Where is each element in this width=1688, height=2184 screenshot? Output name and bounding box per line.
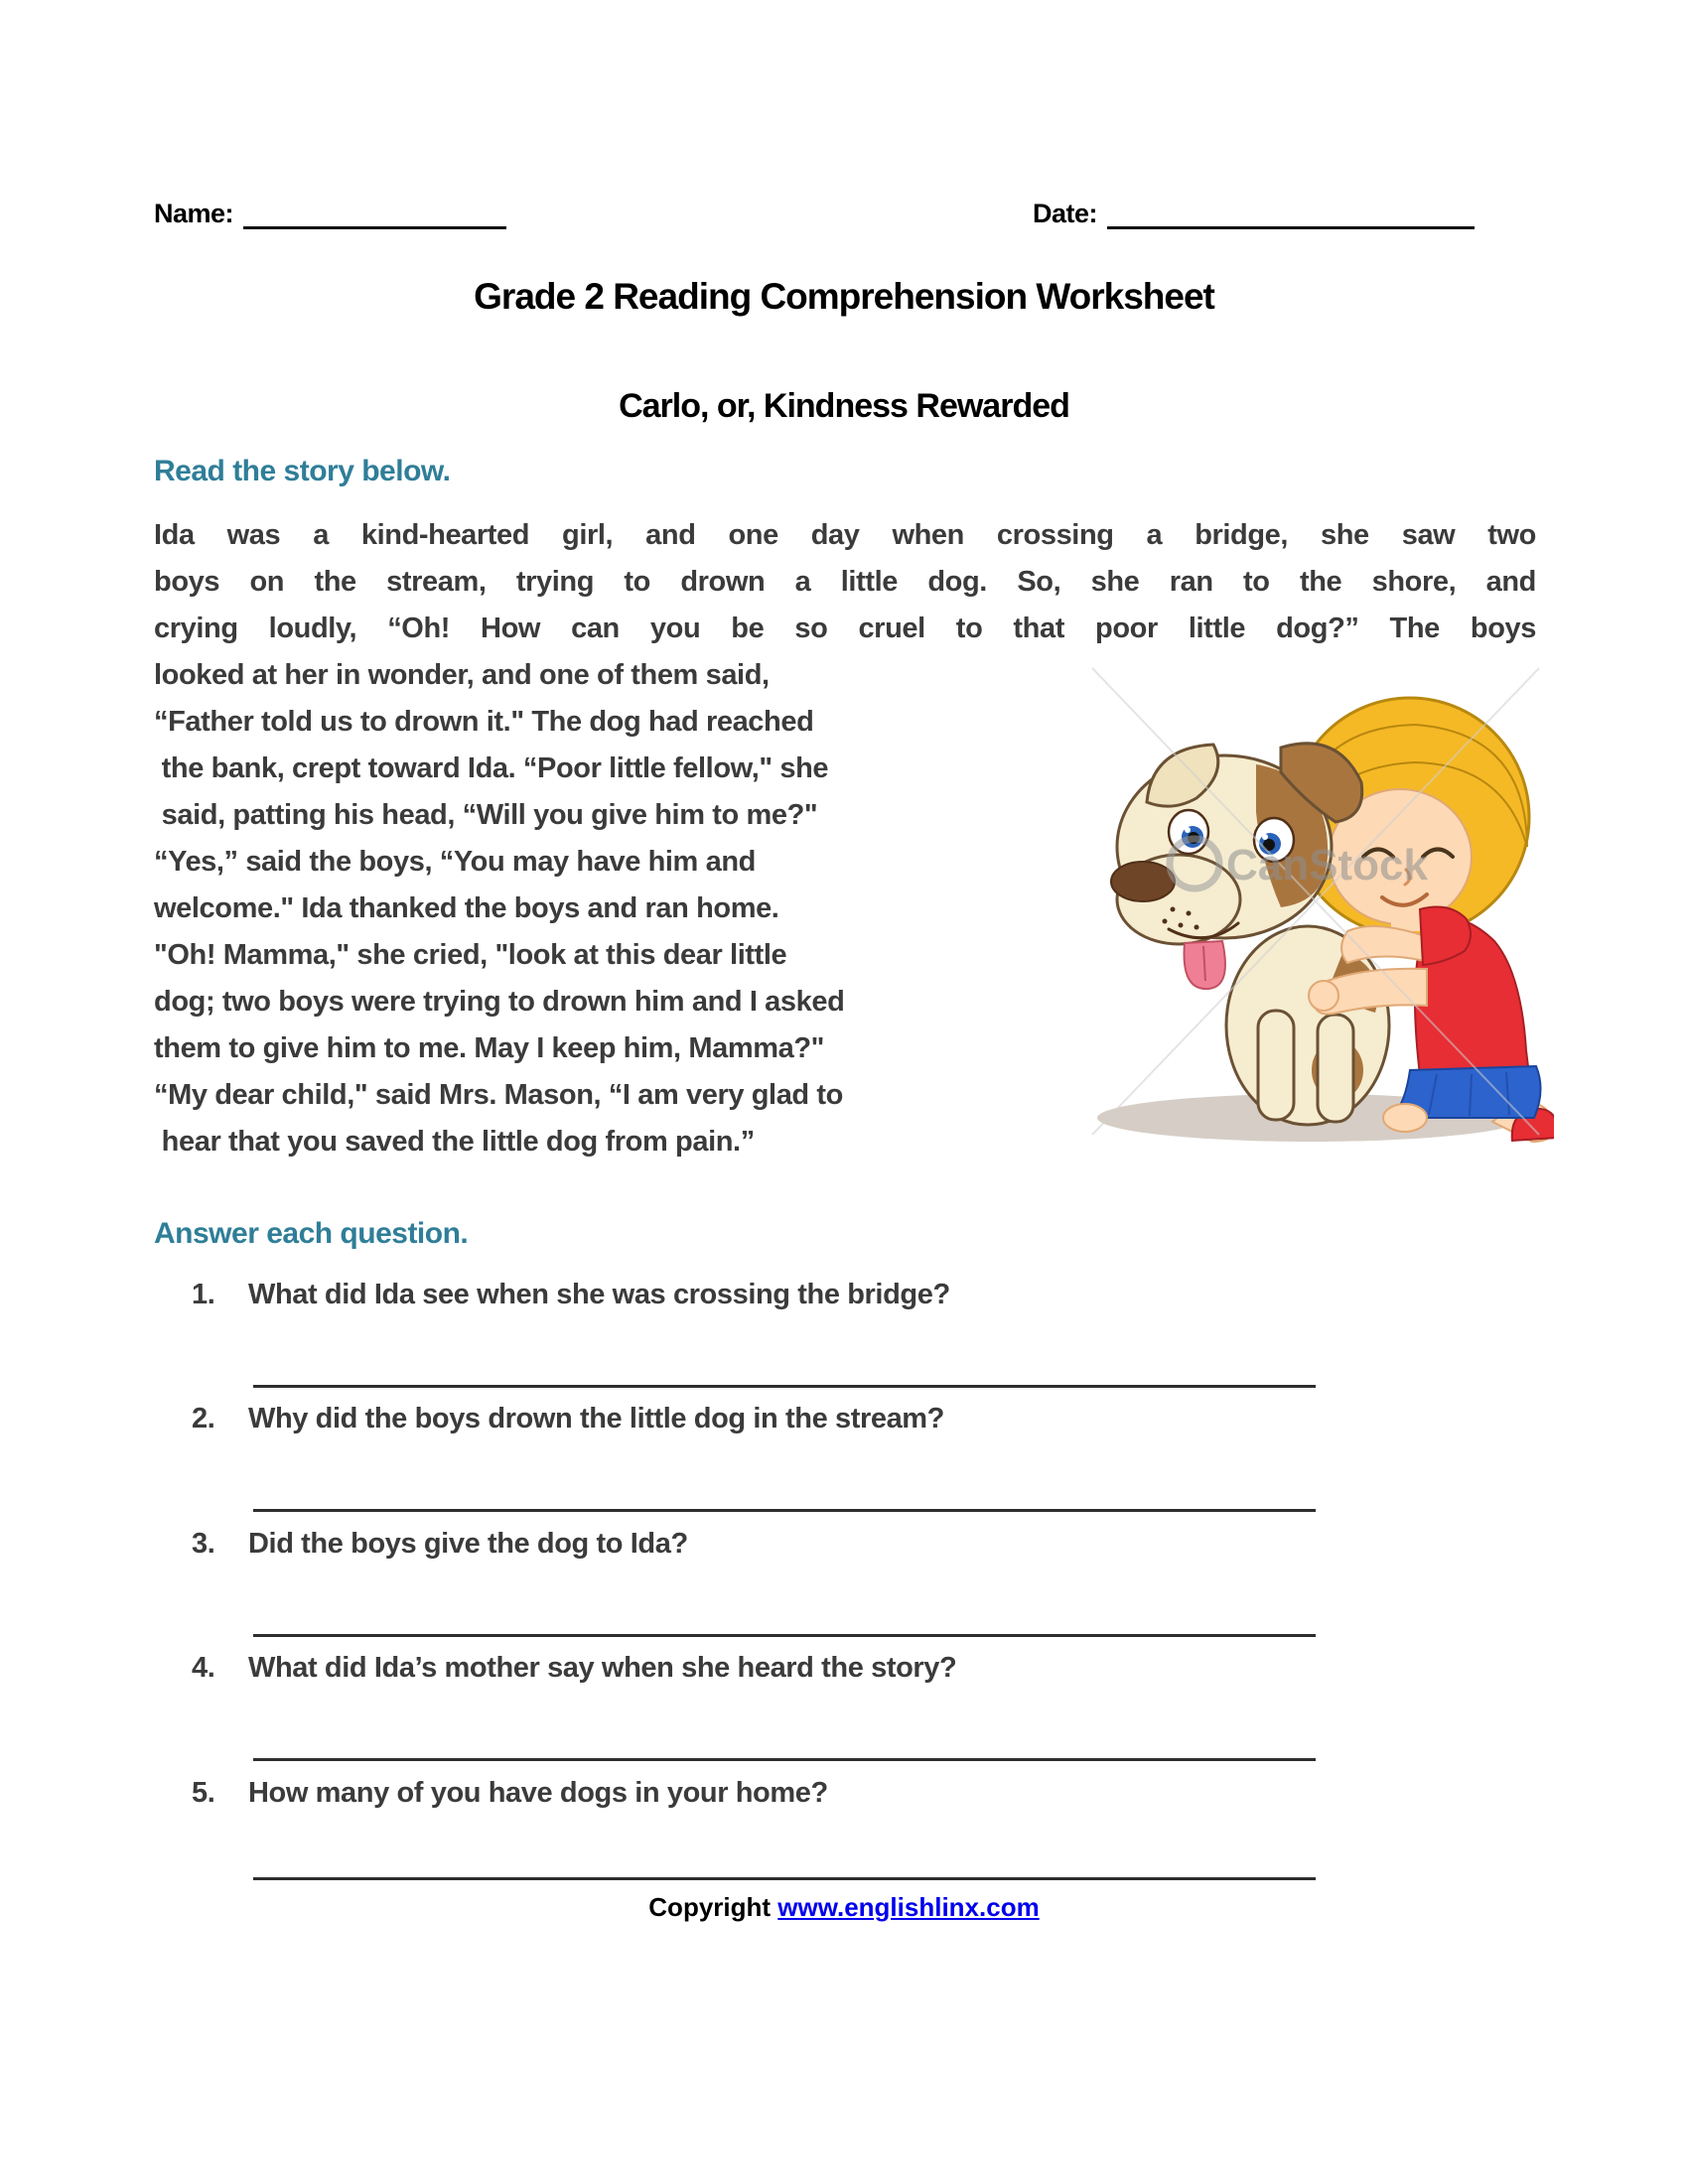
question-number: 4. — [192, 1652, 215, 1684]
question-number: 5. — [192, 1777, 215, 1809]
date-blank-line — [1107, 200, 1475, 229]
story-line: boys on the stream, trying to drown a little dog. So, she ran to the shore, and — [154, 566, 1536, 598]
girl-hugging-dog-illustration — [1077, 653, 1554, 1150]
answer-line — [253, 1634, 1316, 1637]
question-text: What did Ida see when she was crossing the bridge? — [248, 1279, 950, 1310]
question-number: 3. — [192, 1528, 215, 1560]
name-label: Name: — [154, 199, 234, 228]
read-story-heading: Read the story below. — [154, 455, 451, 487]
story-line: “Yes,” said the boys, “You may have him and — [154, 846, 756, 878]
answer-line — [253, 1877, 1316, 1880]
answer-questions-heading: Answer each question. — [154, 1217, 469, 1250]
story-line: welcome." Ida thanked the boys and ran home. — [154, 892, 779, 924]
answer-line — [253, 1385, 1316, 1388]
story-line: “Father told us to drown it." The dog had reached — [154, 706, 814, 738]
answer-line — [253, 1509, 1316, 1512]
question-item — [192, 1777, 828, 1810]
story-line: dog; two boys were trying to drown him and I asked — [154, 986, 845, 1018]
story-line: said, patting his head, “Will you give him to me?" — [154, 799, 818, 831]
story-line: crying loudly, “Oh! How can you be so cruel to that poor little dog?” The boys — [154, 613, 1536, 644]
story-line: looked at her in wonder, and one of them said, — [154, 659, 770, 691]
date-label: Date: — [1033, 199, 1098, 228]
story-title: Carlo, or, Kindness Rewarded — [619, 387, 1069, 425]
date-field — [1033, 199, 1475, 229]
question-text: What did Ida’s mother say when she heard the story? — [248, 1652, 957, 1684]
question-text: Did the boys give the dog to Ida? — [248, 1528, 688, 1560]
question-number: 1. — [192, 1279, 215, 1310]
story-line: hear that you saved the little dog from pain.” — [154, 1126, 755, 1158]
story-line: "Oh! Mamma," she cried, "look at this dear little — [154, 939, 787, 971]
question-item — [192, 1279, 950, 1311]
answer-line — [253, 1758, 1316, 1761]
question-text: Why did the boys drown the little dog in the stream? — [248, 1403, 945, 1434]
question-number: 2. — [192, 1403, 215, 1434]
name-field — [154, 199, 506, 229]
copyright-link[interactable]: www.englishlinx.com — [777, 1892, 1040, 1922]
watermark-text: CanStock — [1226, 841, 1428, 889]
question-item — [192, 1652, 956, 1685]
page-title: Grade 2 Reading Comprehension Worksheet — [474, 276, 1214, 317]
story-line: them to give him to me. May I keep him, Mamma?" — [154, 1032, 824, 1064]
name-blank-line — [243, 200, 506, 229]
story-line: Ida was a kind-hearted girl, and one day when crossing a bridge, she saw two — [154, 519, 1536, 551]
copyright-footer — [0, 1892, 1688, 1923]
question-item — [192, 1528, 688, 1561]
question-item — [192, 1403, 944, 1435]
story-line: “My dear child," said Mrs. Mason, “I am very glad to — [154, 1079, 843, 1111]
story-line: the bank, crept toward Ida. “Poor little fellow," she — [154, 752, 829, 784]
copyright-label: Copyright — [648, 1892, 772, 1922]
question-text: How many of you have dogs in your home? — [248, 1777, 828, 1809]
